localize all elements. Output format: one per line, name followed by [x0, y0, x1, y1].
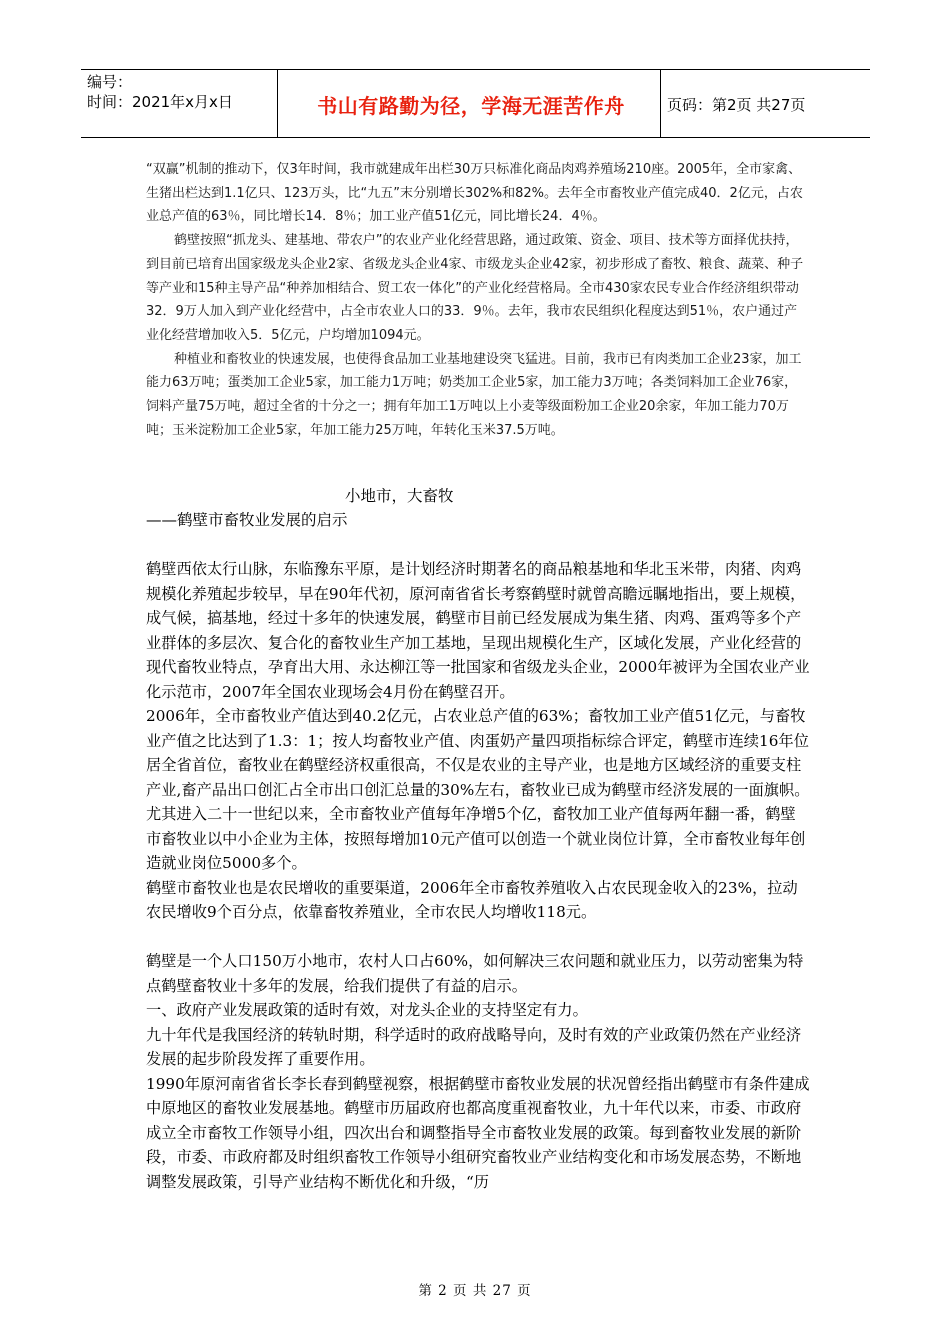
paragraph: 鹤壁市畜牧业也是农民增收的重要渠道，2006年全市畜牧养殖收入占农民现金收入的23%，拉动农民增收9个百分点，依靠畜牧养殖业，全市农民人均增收118元。 [146, 878, 798, 921]
document-number-label: 编号： [87, 73, 133, 91]
paragraph: 鹤壁西依太行山脉，东临豫东平原，是计划经济时期著名的商品粮基地和华北玉米带，肉猪、肉鸡规模化养殖起步较早，早在90年代初，原河南省省长考察鹤壁时就曾高瞻远瞩地指出，要上规模，成气候，搞基地，经过十多年的快速发展，鹤壁市目前已经发展成为集生猪、肉鸡、蛋鸡等多个产业群体的多层次、复合化的畜牧业生产加工基地，呈现出规模化生产，区域化发展，产业化经营的现代畜牧业特点，孕育出大用、永达柳江等一批国家和省级龙头企业，2000年被评为全国农业产业化示范市，2007年全国农业现场会4月份在鹤壁召开。 [146, 560, 810, 701]
paragraph: 2006年，全市畜牧业产值达到40.2亿元，占农业总产值的63%；畜牧加工业产值51亿元，与畜牧业产值之比达到了1.3：1；按人均畜牧业产值、肉蛋奶产量四项指标综合评定，鹤壁市连续16年位居全省首位，畜牧业在鹤壁经济权重很高，不仅是农业的主导产业，也是地方区域经济的重要支柱产业,畜产品出口创汇占全市出口创汇总量的30%左右，畜牧业已成为鹤壁市经济发展的一面旗帜。尤其进入二十一世纪以来，全市畜牧业产值每年净增5个亿，畜牧加工业产值每两年翻一番，鹤壁市畜牧业以中小企业为主体，按照每增加10元产值可以创造一个就业岗位计算，全市畜牧业每年创造就业岗位5000多个。 [146, 707, 810, 872]
article-subtitle: ——鹤壁市畜牧业发展的启示 [146, 511, 348, 529]
header-divider-left [277, 70, 278, 137]
section-heading: 一、政府产业发展政策的适时有效，对龙头企业的支持坚定有力。 [146, 1001, 588, 1019]
header-motto: 书山有路勤为径，学海无涯苦作舟 [317, 94, 625, 118]
section-b-text [146, 557, 810, 1194]
paragraph: “双赢”机制的推动下，仅3年时间，我市就建成年出栏30万只标准化商品肉鸡养殖场210座。2005年，全市家禽、生猪出栏达到1.1亿只、123万头，比“九五”末分别增长302%和82%。去年全市畜牧业产值完成40．2亿元，占农业总产值的63％，同比增长14．8％；加工业产值51亿元，同比增长24．4％。 [146, 162, 803, 225]
header-meta [87, 72, 292, 112]
paragraph: 鹤壁按照“抓龙头、建基地、带农户”的农业产业化经营思路，通过政策、资金、项目、技术等方面择优扶持，到目前已培育出国家级龙头企业2家、省级龙头企业4家、市级龙头企业42家，初步形成了畜牧、粮食、蔬菜、种子等产业和15种主导产品“种养加相结合、贸工农一体化”的产业化经营格局。全市430家农民专业合作经济组织带动32．9万人加入到产业化经营中，占全市农业人口的33．9％。去年，我市农民组织化程度达到51％，农户通过产业化经营增加收入5．5亿元，户均增加1094元。 [146, 233, 804, 343]
page-footer: 第 2 页 共 27 页 [418, 1283, 532, 1299]
paragraph-gap [146, 925, 810, 950]
article-title: 小地市，大畜牧 [345, 487, 454, 505]
page-header [81, 69, 870, 138]
paragraph: 1990年原河南省省长李长春到鹤壁视察，根据鹤壁市畜牧业发展的状况曾经指出鹤壁市有条件建成中原地区的畜牧业发展基地。鹤壁市历届政府也都高度重视畜牧业，九十年代以来，市委、市政府成立全市畜牧工作领导小组，四次出台和调整指导全市畜牧业发展的政策。每到畜牧业发展的新阶段，市委、市政府都及时组织畜牧工作领导小组研究畜牧业产业结构变化和市场发展态势，不断地调整发展政策，引导产业结构不断优化和升级，“历 [146, 1074, 810, 1191]
document-date: 时间：2021年x月x日 [87, 93, 233, 111]
paragraph: 种植业和畜牧业的快速发展，也使得食品加工业基地建设突飞猛进。目前，我市已有肉类加工企业23家，加工能力63万吨；蛋类加工企业5家，加工能力1万吨；奶类加工企业5家，加工能力3万吨；各类饲料加工企业76家，饲料产量75万吨，超过全省的十分之一；拥有年加工1万吨以上小麦等级面粉加工企业20余家，年加工能力70万吨；玉米淀粉加工企业5家，年加工能力25万吨，年转化玉米37.5万吨。 [146, 351, 802, 438]
header-divider-right [660, 70, 661, 137]
paragraph: 九十年代是我国经济的转轨时期，科学适时的政府战略导向，及时有效的产业政策仍然在产业经济发展的起步阶段发挥了重要作用。 [146, 1025, 802, 1068]
section-a-text [146, 158, 806, 442]
header-page-info: 页码：第2页 共27页 [667, 96, 806, 114]
paragraph: 鹤壁是一个人口150万小地市，农村人口占60%，如何解决三农问题和就业压力，以劳动密集为特点鹤壁畜牧业十多年的发展，给我们提供了有益的启示。 [146, 952, 804, 995]
